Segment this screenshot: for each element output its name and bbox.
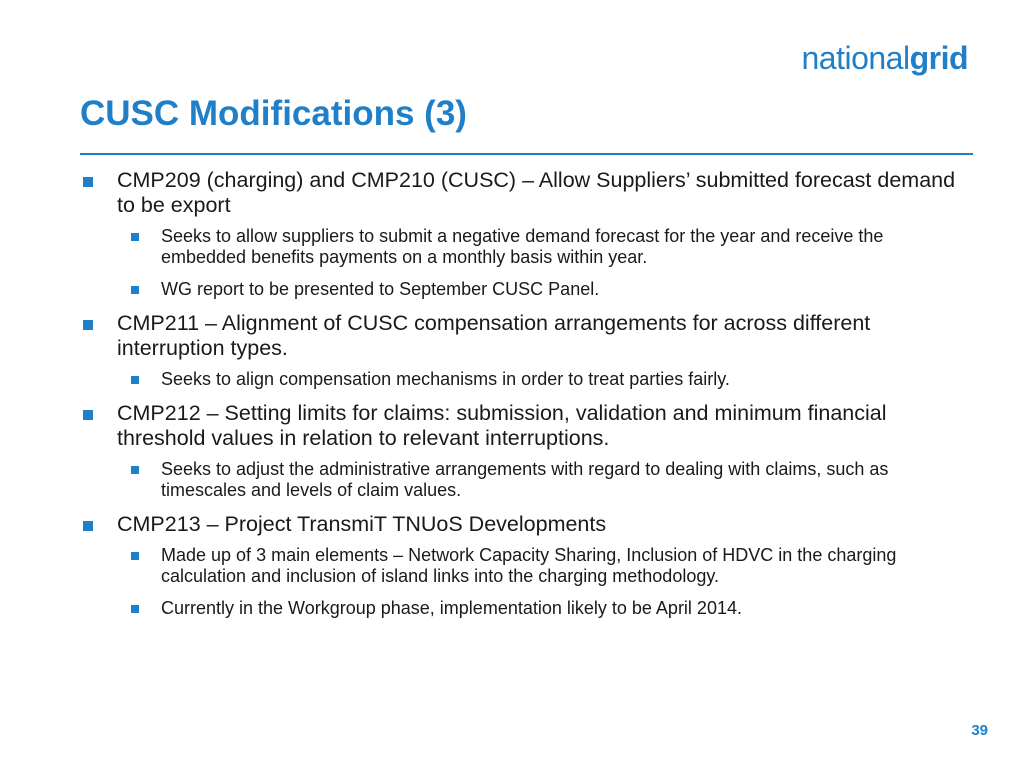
bullet-text: CMP211 – Alignment of CUSC compensation arrangements for across different interruption types. — [117, 311, 871, 360]
slide-title: CUSC Modifications (3) — [80, 94, 467, 133]
bullet-text: CMP209 (charging) and CMP210 (CUSC) – Allow Suppliers’ submitted forecast demand to be export — [117, 168, 956, 217]
sub-bullet-list — [117, 545, 973, 619]
bullet-text: CMP213 – Project TransmiT TNUoS Developments — [117, 512, 607, 536]
sub-bullet-item — [83, 226, 973, 268]
square-bullet-icon — [131, 233, 139, 241]
square-bullet-icon — [83, 521, 93, 531]
sub-bullet-text: Seeks to adjust the administrative arrangements with regard to dealing with claims, such as timescales and levels of claim values. — [161, 459, 889, 500]
sub-bullet-text: Seeks to align compensation mechanisms in order to treat parties fairly. — [161, 369, 730, 389]
sub-bullet-item — [83, 369, 973, 390]
title-divider — [80, 153, 973, 155]
sub-bullet-list — [117, 369, 973, 390]
square-bullet-icon — [131, 376, 139, 384]
square-bullet-icon — [131, 286, 139, 294]
sub-bullet-item — [83, 545, 973, 587]
bullet-item-cmp213 — [83, 512, 973, 619]
sub-bullet-list — [117, 459, 973, 501]
bullet-list — [83, 168, 973, 630]
logo-text-grid: grid — [909, 40, 968, 76]
square-bullet-icon — [83, 410, 93, 420]
bullet-item-cmp212 — [83, 401, 973, 501]
sub-bullet-text: Seeks to allow suppliers to submit a negative demand forecast for the year and receive the embedded benefits payments on a monthly basis within year. — [161, 226, 884, 267]
bullet-text: CMP212 – Setting limits for claims: submission, validation and minimum financial threshold values in relation to relevant interruptions. — [117, 401, 887, 450]
sub-bullet-item — [83, 459, 973, 501]
square-bullet-icon — [131, 466, 139, 474]
national-grid-logo — [801, 40, 968, 77]
square-bullet-icon — [131, 605, 139, 613]
sub-bullet-text: Made up of 3 main elements – Network Capacity Sharing, Inclusion of HDVC in the charging calculation and inclusion of island links into the charging methodology. — [161, 545, 897, 586]
square-bullet-icon — [83, 320, 93, 330]
sub-bullet-text: WG report to be presented to September CUSC Panel. — [161, 279, 600, 299]
bullet-item-cmp211 — [83, 311, 973, 390]
page-number: 39 — [971, 722, 988, 739]
sub-bullet-item — [83, 598, 973, 619]
square-bullet-icon — [131, 552, 139, 560]
logo-text-national: national — [801, 40, 910, 76]
sub-bullet-item — [83, 279, 973, 300]
sub-bullet-text: Currently in the Workgroup phase, implementation likely to be April 2014. — [161, 598, 742, 618]
sub-bullet-list — [117, 226, 973, 300]
square-bullet-icon — [83, 177, 93, 187]
bullet-item-cmp209 — [83, 168, 973, 300]
